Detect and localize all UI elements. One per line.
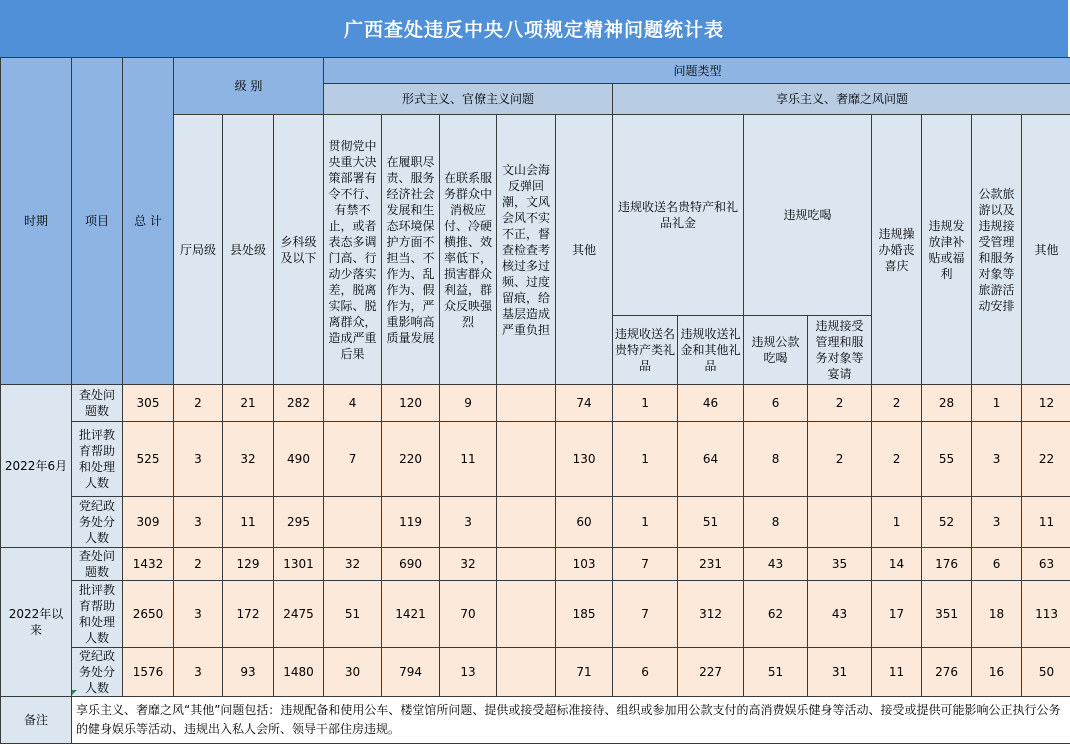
value-cell: 17 xyxy=(872,581,922,648)
value-cell: 63 xyxy=(1022,548,1070,581)
table-row xyxy=(1,548,1070,581)
value-cell: 282 xyxy=(274,385,324,422)
table-row xyxy=(1,385,1070,422)
value-cell: 113 xyxy=(1022,581,1070,648)
header-formalism-other: 其他 xyxy=(556,115,613,385)
header-dining: 违规吃喝 xyxy=(744,115,872,316)
statistics-table xyxy=(0,57,1070,744)
value-cell: 1 xyxy=(613,422,678,497)
value-cell: 31 xyxy=(808,648,872,697)
header-formalism-col3: 在联系服务群众中消极应付、冷硬横推、效率低下，损害群众利益，群众反映强烈 xyxy=(440,115,497,385)
header-formalism-col1: 贯彻党中央重大决策部署有令不行、有禁不止，或者表态多调门高、行动少落实差，脱离实际、脱离群众，造成严重后果 xyxy=(324,115,382,385)
header-hedonism-other: 其他 xyxy=(1022,115,1070,385)
table-row xyxy=(1,581,1070,648)
item-cell: 查处问题数 xyxy=(72,385,123,422)
table-row xyxy=(1,422,1070,497)
value-cell: 22 xyxy=(1022,422,1070,497)
value-cell: 2 xyxy=(872,422,922,497)
value-cell: 46 xyxy=(678,385,744,422)
value-cell: 2475 xyxy=(274,581,324,648)
value-cell: 71 xyxy=(556,648,613,697)
value-cell: 312 xyxy=(678,581,744,648)
header-dining-banquet: 违规接受管理和服务对象等宴请 xyxy=(808,316,872,385)
value-cell xyxy=(497,548,556,581)
item-cell: 党纪政务处分人数 xyxy=(72,648,123,697)
value-cell xyxy=(497,497,556,548)
value-cell xyxy=(497,581,556,648)
value-cell: 6 xyxy=(972,548,1022,581)
value-cell xyxy=(497,422,556,497)
value-cell: 32 xyxy=(440,548,497,581)
value-cell: 295 xyxy=(274,497,324,548)
header-level-department: 厅局级 xyxy=(174,115,223,385)
value-cell: 6 xyxy=(613,648,678,697)
value-cell: 11 xyxy=(1022,497,1070,548)
value-cell: 32 xyxy=(324,548,382,581)
value-cell: 70 xyxy=(440,581,497,648)
header-problem-type: 问题类型 xyxy=(324,58,1070,84)
value-cell: 11 xyxy=(872,648,922,697)
note-label: 备注 xyxy=(1,697,72,744)
value-cell: 8 xyxy=(744,422,808,497)
value-cell: 129 xyxy=(223,548,274,581)
value-cell: 3 xyxy=(174,422,223,497)
header-period: 时期 xyxy=(1,58,72,385)
header-gifts-specialty: 违规收送名贵特产类礼品 xyxy=(613,316,678,385)
value-cell: 9 xyxy=(440,385,497,422)
header-gifts-cash: 违规收送礼金和其他礼品 xyxy=(678,316,744,385)
header-formalism-col4: 文山会海反弹回潮，文风会风不实不正，督查检查考核过多过频、过度留痕，给基层造成严重负担 xyxy=(497,115,556,385)
header-total: 总 计 xyxy=(123,58,174,385)
value-cell xyxy=(324,497,382,548)
header-gifts: 违规收送名贵特产和礼品礼金 xyxy=(613,115,744,316)
value-cell: 51 xyxy=(744,648,808,697)
value-cell: 1 xyxy=(613,497,678,548)
note-text: 享乐主义、奢靡之风“其他”问题包括：违规配备和使用公车、楼堂馆所问题、提供或接受超标准接待、组织或参加用公款支付的高消费娱乐健身等活动、接受或提供可能影响公正执行公务的健身娱乐等活动、违规出入私人会所、领导干部住房违规。 xyxy=(72,697,1070,744)
value-cell: 6 xyxy=(744,385,808,422)
value-cell: 93 xyxy=(223,648,274,697)
value-cell: 1 xyxy=(972,385,1022,422)
value-cell: 309 xyxy=(123,497,174,548)
header-level-township: 乡科级及以下 xyxy=(274,115,324,385)
header-item: 项目 xyxy=(72,58,123,385)
value-cell: 690 xyxy=(382,548,440,581)
item-cell: 批评教育帮助和处理人数 xyxy=(72,581,123,648)
value-cell: 35 xyxy=(808,548,872,581)
value-cell: 16 xyxy=(972,648,1022,697)
table-title: 广西查处违反中央八项规定精神问题统计表 xyxy=(0,0,1068,57)
value-cell: 2 xyxy=(174,385,223,422)
value-cell: 21 xyxy=(223,385,274,422)
value-cell xyxy=(497,648,556,697)
value-cell: 103 xyxy=(556,548,613,581)
value-cell: 13 xyxy=(440,648,497,697)
value-cell: 50 xyxy=(1022,648,1070,697)
value-cell: 8 xyxy=(744,497,808,548)
value-cell: 3 xyxy=(972,422,1022,497)
header-travel: 公款旅游以及违规接受管理和服务对象等旅游活动安排 xyxy=(972,115,1022,385)
value-cell xyxy=(497,385,556,422)
value-cell: 14 xyxy=(872,548,922,581)
table-row xyxy=(1,497,1070,548)
value-cell: 64 xyxy=(678,422,744,497)
value-cell: 1301 xyxy=(274,548,324,581)
value-cell: 43 xyxy=(744,548,808,581)
value-cell: 2 xyxy=(174,548,223,581)
value-cell: 3 xyxy=(174,497,223,548)
value-cell: 120 xyxy=(382,385,440,422)
value-cell: 7 xyxy=(324,422,382,497)
value-cell: 3 xyxy=(972,497,1022,548)
value-cell: 18 xyxy=(972,581,1022,648)
value-cell: 1 xyxy=(872,497,922,548)
value-cell: 55 xyxy=(922,422,972,497)
value-cell: 130 xyxy=(556,422,613,497)
value-cell: 1432 xyxy=(123,548,174,581)
value-cell: 3 xyxy=(440,497,497,548)
header-formalism: 形式主义、官僚主义问题 xyxy=(324,84,613,115)
value-cell: 7 xyxy=(613,548,678,581)
value-cell: 52 xyxy=(922,497,972,548)
item-cell: 批评教育帮助和处理人数 xyxy=(72,422,123,497)
value-cell: 11 xyxy=(440,422,497,497)
value-cell: 32 xyxy=(223,422,274,497)
header-weddings: 违规操办婚丧喜庆 xyxy=(872,115,922,385)
value-cell: 794 xyxy=(382,648,440,697)
value-cell: 2 xyxy=(808,385,872,422)
period-cell: 2022年以来 xyxy=(1,548,72,697)
period-cell: 2022年6月 xyxy=(1,385,72,548)
value-cell: 220 xyxy=(382,422,440,497)
value-cell: 490 xyxy=(274,422,324,497)
value-cell: 60 xyxy=(556,497,613,548)
value-cell: 62 xyxy=(744,581,808,648)
value-cell: 1576 xyxy=(123,648,174,697)
value-cell: 1421 xyxy=(382,581,440,648)
value-cell: 351 xyxy=(922,581,972,648)
value-cell: 43 xyxy=(808,581,872,648)
value-cell: 276 xyxy=(922,648,972,697)
value-cell: 51 xyxy=(324,581,382,648)
value-cell: 176 xyxy=(922,548,972,581)
value-cell: 305 xyxy=(123,385,174,422)
value-cell: 227 xyxy=(678,648,744,697)
value-cell: 2 xyxy=(872,385,922,422)
value-cell: 74 xyxy=(556,385,613,422)
header-level-county: 县处级 xyxy=(223,115,274,385)
header-dining-public: 违规公款吃喝 xyxy=(744,316,808,385)
value-cell: 2 xyxy=(808,422,872,497)
cell-comment-marker xyxy=(72,690,77,695)
value-cell: 231 xyxy=(678,548,744,581)
value-cell: 3 xyxy=(174,648,223,697)
value-cell: 1 xyxy=(613,385,678,422)
item-cell: 党纪政务处分人数 xyxy=(72,497,123,548)
value-cell: 7 xyxy=(613,581,678,648)
value-cell: 12 xyxy=(1022,385,1070,422)
value-cell: 172 xyxy=(223,581,274,648)
value-cell: 3 xyxy=(174,581,223,648)
value-cell: 185 xyxy=(556,581,613,648)
item-cell: 查处问题数 xyxy=(72,548,123,581)
header-formalism-col2: 在履职尽责、服务经济社会发展和生态环境保护方面不担当、不作为、乱作为、假作为，严重影响高质量发展 xyxy=(382,115,440,385)
value-cell: 51 xyxy=(678,497,744,548)
value-cell: 119 xyxy=(382,497,440,548)
value-cell: 11 xyxy=(223,497,274,548)
value-cell: 28 xyxy=(922,385,972,422)
header-level: 级 别 xyxy=(174,58,324,115)
header-allowance: 违规发放津补贴或福利 xyxy=(922,115,972,385)
value-cell: 4 xyxy=(324,385,382,422)
header-hedonism: 享乐主义、奢靡之风问题 xyxy=(613,84,1070,115)
value-cell: 525 xyxy=(123,422,174,497)
value-cell xyxy=(808,497,872,548)
value-cell: 1480 xyxy=(274,648,324,697)
table-row xyxy=(1,648,1070,697)
value-cell: 30 xyxy=(324,648,382,697)
value-cell: 2650 xyxy=(123,581,174,648)
